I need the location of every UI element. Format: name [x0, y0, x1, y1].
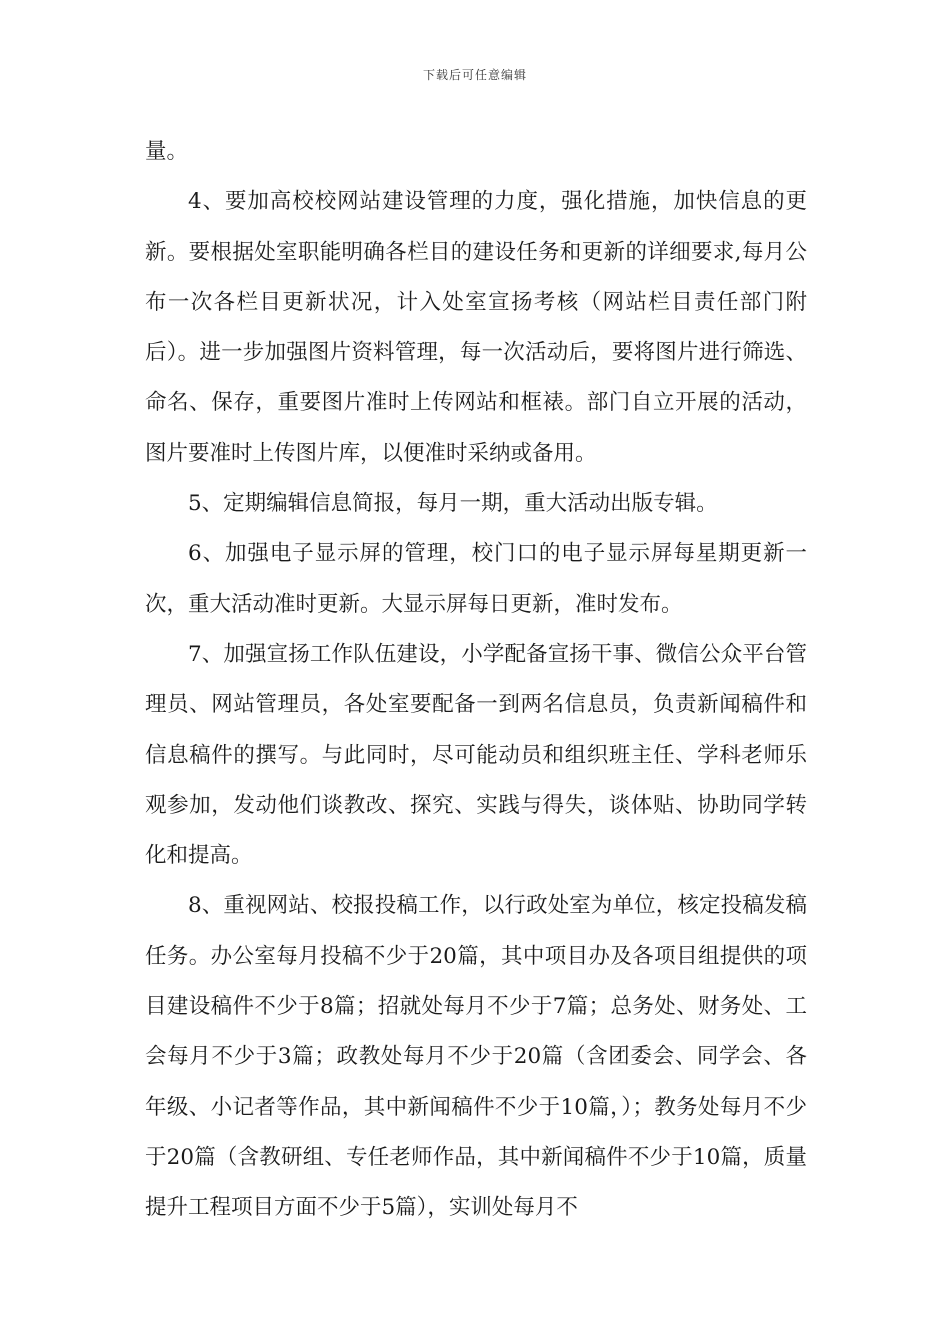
- paragraph-item-7: 7、加强宣扬工作队伍建设，小学配备宣扬干事、微信公众平台管理员、网站管理员，各处室要配备一到两名信息员，负责新闻稿件和信息稿件的撰写。与此同时，尽可能动员和组织班主任、学科老师乐观参加，发动他们谈教改、探究、实践与得失，谈体贴、协助同学转化和提高。: [145, 641, 807, 869]
- paragraph-item-8: 8、重视网站、校报投稿工作，以行政处室为单位，核定投稿发稿任务。办公室每月投稿不少于20篇，其中项目办及各项目组提供的项目建设稿件不少于8篇；招就处每月不少于7篇；总务处、财务处、工会每月不少于3篇；政教处每月不少于20篇（含团委会、同学会、各年级、小记者等作品，其中新闻稿件不少于10篇，）；教务处每月不少于20篇（含教研组、专任老师作品，其中新闻稿件不少于10篇，质量提升工程项目方面不少于5篇），实训处每月不: [145, 893, 807, 1221]
- paragraph-item-5: 5、定期编辑信息简报，每月一期，重大活动出版专辑。: [188, 491, 718, 517]
- paragraph-item-6: 6、加强电子显示屏的管理，校门口的电子显示屏每星期更新一次，重大活动准时更新。大显示屏每日更新，准时发布。: [145, 541, 807, 617]
- document-body: [145, 127, 807, 1234]
- page-header: 下载后可任意编辑: [422, 68, 527, 82]
- paragraph-continuation: 量。: [145, 139, 189, 164]
- paragraph-item-4: 4、要加高校校网站建设管理的力度，强化措施，加快信息的更新。要根据处室职能明确各栏目的建设任务和更新的详细要求,每月公布一次各栏目更新状况，计入处室宣扬考核（网站栏目责任部门附后）。进一步加强图片资料管理，每一次活动后，要将图片进行筛选、命名、保存，重要图片准时上传网站和框裱。部门自立开展的活动，图片要准时上传图片库，以便准时采纳或备用。: [145, 189, 807, 466]
